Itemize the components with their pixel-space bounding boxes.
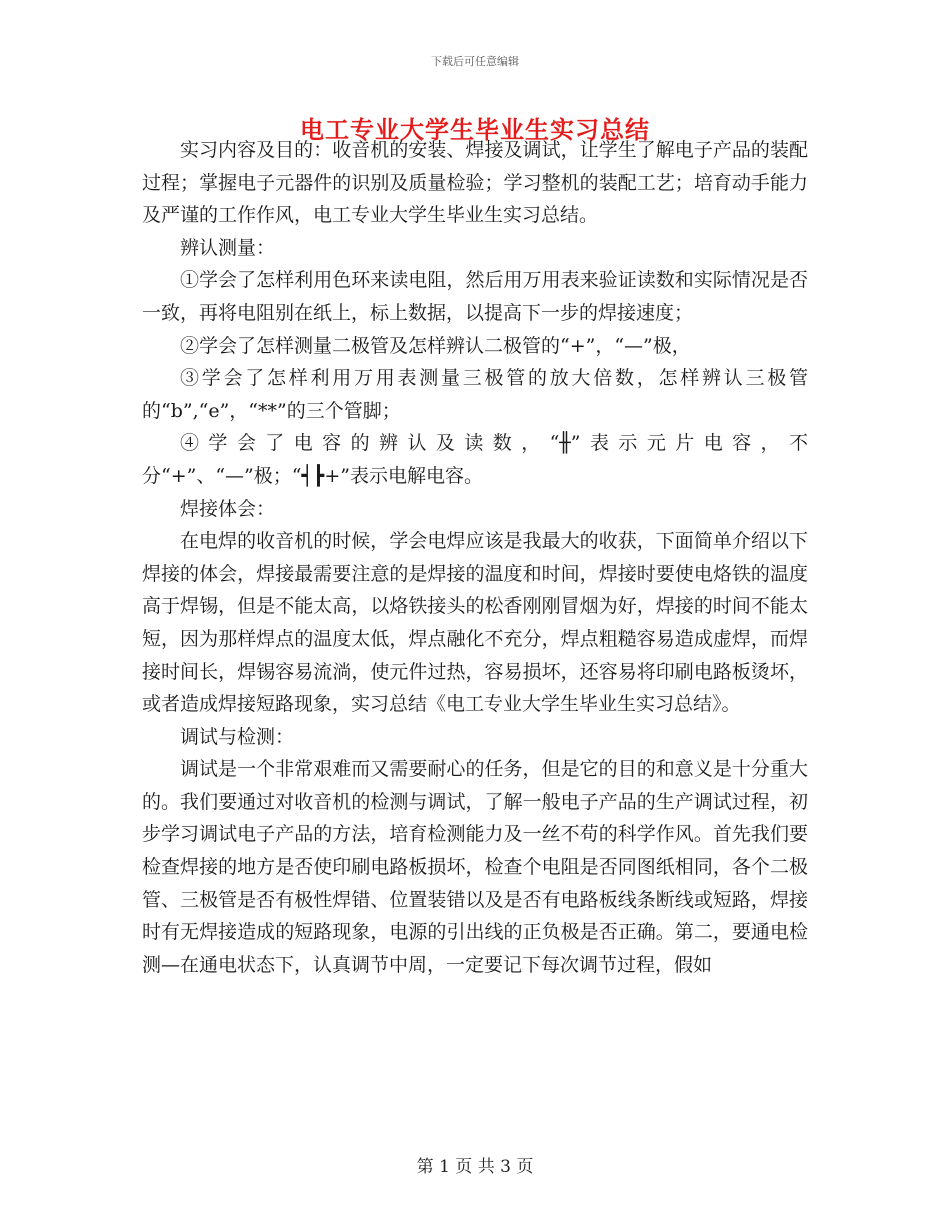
page-header-note: 下载后可任意编辑: [431, 55, 519, 68]
document-title: 电工专业大学生毕业生实习总结: [300, 116, 650, 144]
paragraph-soldering: 在电焊的收音机的时候，学会电焊应该是我最大的收获，下面简单介绍以下焊接的体会，焊接最需要注意的是焊接的温度和时间，焊接时要使电烙铁的温度高于焊锡，但是不能太高，以烙铁接头的松香刚刚冒烟为好，焊接的时间不能太短，因为那样焊点的温度太低，焊点融化不充分，焊点粗糙容易造成虚焊，而焊接时间长，焊锡容易流淌，使元件过热，容易损坏，还容易将印刷电路板烫坏，或者造成焊接短路现象，实习总结《电工专业大学生毕业生实习总结》。: [142, 530, 808, 716]
paragraph-debug: 调试是一个非常艰难而又需要耐心的任务，但是它的目的和意义是十分重大的。我们要通过对收音机的检测与调试，了解一般电子产品的生产调试过程，初步学习调试电子产品的方法，培育检测能力及一丝不苟的科学作风。首先我们要检查焊接的地方是否使印刷电路板损坏，检查个电阻是否同图纸相同，各个二极管、三极管是否有极性焊错、位置装错以及是否有电路板线条断线或短路，焊接时有无焊接造成的短路现象，电源的引出线的正负极是否正确。第二，要通电检测—在通电状态下，认真调节中周，一定要记下每次调节过程，假如: [142, 758, 808, 976]
section-heading-soldering: 焊接体会：: [180, 497, 276, 520]
page-number: 第 1 页 共 3 页: [416, 1157, 534, 1177]
list-item-capacitor: ④学会了电容的辨认及读数，“╫”表示元片电容，不分“+”、“—”极；“┥┣+”表示电解电容。: [142, 432, 808, 487]
paragraph-purpose: 实习内容及目的：收音机的安装、焊接及调试，让学生了解电子产品的装配过程；掌握电子元器件的识别及质量检验；学习整机的装配工艺；培育动手能力及严谨的工作作风，电工专业大学生毕业生实习总结。: [142, 139, 808, 227]
section-heading-debug: 调试与检测：: [180, 725, 295, 748]
document-body: [142, 134, 808, 981]
list-item-resistor: ①学会了怎样利用色环来读电阻，然后用万用表来验证读数和实际情况是否一致，再将电阻别在纸上，标上数据，以提高下一步的焊接速度；: [142, 269, 808, 324]
section-heading-identify: 辨认测量：: [180, 236, 276, 259]
list-item-diode: ②学会了怎样测量二极管及怎样辨认二极管的“+”，“—”极，: [180, 334, 691, 357]
list-item-transistor: ③学会了怎样利用万用表测量三极管的放大倍数，怎样辨认三极管的“b”,“e”，“**”的三个管脚；: [142, 367, 808, 422]
